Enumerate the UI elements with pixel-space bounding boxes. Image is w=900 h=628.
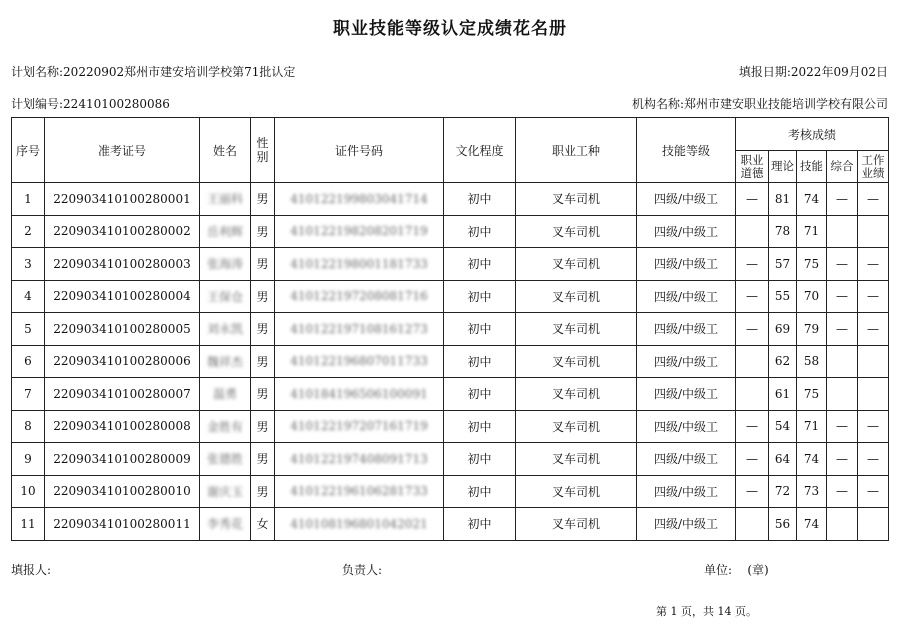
cell-theory: 57 xyxy=(769,248,797,281)
redacted-name: 温勇 xyxy=(212,387,237,402)
cell-id-no xyxy=(275,508,444,541)
cell-gender: 男 xyxy=(251,215,275,248)
cell-occupation: 叉车司机 xyxy=(516,313,637,346)
cell-exam-no: 220903410100280004 xyxy=(45,280,200,313)
cell-work: — xyxy=(858,248,889,281)
cell-comprehensive: — xyxy=(827,443,858,476)
cell-theory: 62 xyxy=(769,345,797,378)
cell-gender: 男 xyxy=(251,313,275,346)
cell-level: 四级/中级工 xyxy=(637,345,736,378)
header-id-no: 证件号码 xyxy=(275,118,444,183)
cell-occupation: 叉车司机 xyxy=(516,475,637,508)
cell-exam-no: 220903410100280010 xyxy=(45,475,200,508)
cell-comprehensive xyxy=(827,345,858,378)
cell-level: 四级/中级工 xyxy=(637,508,736,541)
cell-education: 初中 xyxy=(444,508,516,541)
cell-ethics: — xyxy=(736,280,769,313)
cell-gender: 男 xyxy=(251,378,275,411)
cell-name xyxy=(200,215,251,248)
table-row xyxy=(12,280,889,313)
redacted-id-no: 410122197408091713 xyxy=(290,451,428,466)
cell-exam-no: 220903410100280006 xyxy=(45,345,200,378)
page-info: 第 1 页，共 14 页。 xyxy=(656,605,757,618)
cell-level: 四级/中级工 xyxy=(637,280,736,313)
cell-occupation: 叉车司机 xyxy=(516,378,637,411)
cell-name xyxy=(200,313,251,346)
redacted-name: 李秀花 xyxy=(206,517,243,532)
cell-education: 初中 xyxy=(444,345,516,378)
header-gender: 性别 xyxy=(251,118,275,183)
cell-work: — xyxy=(858,280,889,313)
cell-id-no xyxy=(275,215,444,248)
cell-occupation: 叉车司机 xyxy=(516,183,637,216)
redacted-name: 王丽科 xyxy=(206,192,243,207)
cell-work: — xyxy=(858,313,889,346)
org-name xyxy=(632,95,888,112)
header-work: 工作业绩 xyxy=(858,151,889,183)
cell-seq: 9 xyxy=(12,443,45,476)
cell-occupation: 叉车司机 xyxy=(516,508,637,541)
cell-theory: 54 xyxy=(769,410,797,443)
cell-education: 初中 xyxy=(444,378,516,411)
cell-work: — xyxy=(858,410,889,443)
cell-comprehensive: — xyxy=(827,410,858,443)
cell-skill: 70 xyxy=(797,280,827,313)
header-comprehensive: 综合 xyxy=(827,151,858,183)
cell-ethics: — xyxy=(736,410,769,443)
cell-skill: 75 xyxy=(797,378,827,411)
cell-id-no xyxy=(275,410,444,443)
cell-id-no xyxy=(275,280,444,313)
filler-label: 填报人: xyxy=(11,563,52,577)
cell-ethics: — xyxy=(736,248,769,281)
cell-seq: 2 xyxy=(12,215,45,248)
header-exam-no: 准考证号 xyxy=(45,118,200,183)
cell-comprehensive: — xyxy=(827,313,858,346)
cell-ethics xyxy=(736,508,769,541)
cell-name xyxy=(200,248,251,281)
redacted-id-no: 410122197108161273 xyxy=(290,321,428,336)
cell-work: — xyxy=(858,183,889,216)
cell-level: 四级/中级工 xyxy=(637,313,736,346)
cell-education: 初中 xyxy=(444,215,516,248)
cell-comprehensive: — xyxy=(827,475,858,508)
org-label: 机构名称: xyxy=(631,97,684,111)
cell-comprehensive xyxy=(827,215,858,248)
unit-signature xyxy=(704,561,769,578)
cell-comprehensive: — xyxy=(827,280,858,313)
cell-name xyxy=(200,345,251,378)
cell-name xyxy=(200,410,251,443)
cell-skill: 73 xyxy=(797,475,827,508)
cell-id-no xyxy=(275,248,444,281)
cell-work: — xyxy=(858,443,889,476)
redacted-id-no: 410122197207161719 xyxy=(290,419,428,434)
table-row xyxy=(12,313,889,346)
cell-level: 四级/中级工 xyxy=(637,410,736,443)
cell-education: 初中 xyxy=(444,410,516,443)
cell-education: 初中 xyxy=(444,443,516,476)
cell-ethics: — xyxy=(736,313,769,346)
redacted-name: 岳利辉 xyxy=(206,224,243,239)
cell-theory: 56 xyxy=(769,508,797,541)
redacted-id-no: 410184196506100091 xyxy=(290,386,428,401)
table-row xyxy=(12,345,889,378)
cell-work xyxy=(858,508,889,541)
cell-seq: 6 xyxy=(12,345,45,378)
cell-exam-no: 220903410100280003 xyxy=(45,248,200,281)
cell-skill: 71 xyxy=(797,410,827,443)
plan-no xyxy=(11,95,170,112)
cell-name xyxy=(200,475,251,508)
redacted-name: 魏祥杰 xyxy=(206,354,243,369)
cell-name xyxy=(200,443,251,476)
table-row xyxy=(12,215,889,248)
page-title: 职业技能等级认定成绩花名册 xyxy=(333,19,567,39)
cell-seq: 3 xyxy=(12,248,45,281)
cell-gender: 女 xyxy=(251,508,275,541)
cell-theory: 69 xyxy=(769,313,797,346)
cell-occupation: 叉车司机 xyxy=(516,345,637,378)
cell-ethics: — xyxy=(736,443,769,476)
table-row xyxy=(12,508,889,541)
cell-theory: 64 xyxy=(769,443,797,476)
cell-name xyxy=(200,183,251,216)
cell-id-no xyxy=(275,313,444,346)
seal-text: (章) xyxy=(747,563,769,577)
cell-level: 四级/中级工 xyxy=(637,183,736,216)
header-occupation: 职业工种 xyxy=(516,118,637,183)
cell-skill: 74 xyxy=(797,183,827,216)
cell-theory: 72 xyxy=(769,475,797,508)
redacted-id-no: 410122198001181733 xyxy=(290,256,428,271)
cell-education: 初中 xyxy=(444,183,516,216)
cell-gender: 男 xyxy=(251,280,275,313)
cell-name xyxy=(200,378,251,411)
cell-education: 初中 xyxy=(444,248,516,281)
cell-exam-no: 220903410100280005 xyxy=(45,313,200,346)
cell-skill: 74 xyxy=(797,443,827,476)
cell-ethics: — xyxy=(736,183,769,216)
header-ethics: 职业道德 xyxy=(736,151,769,183)
cell-skill: 75 xyxy=(797,248,827,281)
header-scores-group: 考核成绩 xyxy=(736,118,889,151)
cell-comprehensive: — xyxy=(827,183,858,216)
cell-level: 四级/中级工 xyxy=(637,378,736,411)
cell-id-no xyxy=(275,443,444,476)
cell-education: 初中 xyxy=(444,313,516,346)
cell-occupation: 叉车司机 xyxy=(516,215,637,248)
redacted-name: 王保仓 xyxy=(206,289,243,304)
cell-ethics xyxy=(736,378,769,411)
cell-id-no xyxy=(275,345,444,378)
cell-theory: 81 xyxy=(769,183,797,216)
plan-name-label: 计划名称: xyxy=(11,65,64,79)
redacted-id-no: 410122196807011733 xyxy=(290,354,428,369)
cell-level: 四级/中级工 xyxy=(637,475,736,508)
redacted-id-no: 410122199803041714 xyxy=(290,191,428,206)
cell-gender: 男 xyxy=(251,183,275,216)
cell-level: 四级/中级工 xyxy=(637,215,736,248)
cell-theory: 55 xyxy=(769,280,797,313)
fill-date xyxy=(739,63,888,80)
table-row xyxy=(12,475,889,508)
org-value: 郑州市建安职业技能培训学校有限公司 xyxy=(683,97,888,111)
table-row xyxy=(12,183,889,216)
cell-name xyxy=(200,280,251,313)
cell-occupation: 叉车司机 xyxy=(516,248,637,281)
unit-label: 单位: xyxy=(704,563,733,577)
cell-level: 四级/中级工 xyxy=(637,248,736,281)
cell-exam-no: 220903410100280011 xyxy=(45,508,200,541)
cell-gender: 男 xyxy=(251,248,275,281)
header-theory: 理论 xyxy=(769,151,797,183)
table-body xyxy=(12,183,889,541)
cell-comprehensive xyxy=(827,508,858,541)
redacted-id-no: 410108196801042021 xyxy=(290,516,428,531)
cell-work xyxy=(858,378,889,411)
cell-exam-no: 220903410100280007 xyxy=(45,378,200,411)
header-name: 姓名 xyxy=(200,118,251,183)
cell-seq: 8 xyxy=(12,410,45,443)
cell-id-no xyxy=(275,378,444,411)
cell-skill: 71 xyxy=(797,215,827,248)
score-roster-table xyxy=(11,117,889,541)
cell-skill: 79 xyxy=(797,313,827,346)
cell-skill: 58 xyxy=(797,345,827,378)
table-row xyxy=(12,410,889,443)
table-row xyxy=(12,378,889,411)
cell-exam-no: 220903410100280009 xyxy=(45,443,200,476)
redacted-name: 张海涛 xyxy=(206,257,243,272)
cell-theory: 78 xyxy=(769,215,797,248)
redacted-name: 张德胜 xyxy=(206,452,243,467)
cell-seq: 10 xyxy=(12,475,45,508)
cell-skill: 74 xyxy=(797,508,827,541)
cell-comprehensive: — xyxy=(827,248,858,281)
cell-ethics xyxy=(736,345,769,378)
cell-education: 初中 xyxy=(444,475,516,508)
redacted-name: 金胜有 xyxy=(206,419,243,434)
cell-ethics xyxy=(736,215,769,248)
cell-work xyxy=(858,215,889,248)
fill-date-value: 2022年09月02日 xyxy=(790,65,888,79)
cell-exam-no: 220903410100280001 xyxy=(45,183,200,216)
cell-comprehensive xyxy=(827,378,858,411)
cell-occupation: 叉车司机 xyxy=(516,280,637,313)
table-row xyxy=(12,443,889,476)
cell-education: 初中 xyxy=(444,280,516,313)
header-education: 文化程度 xyxy=(444,118,516,183)
cell-gender: 男 xyxy=(251,443,275,476)
cell-id-no xyxy=(275,183,444,216)
cell-ethics: — xyxy=(736,475,769,508)
cell-gender: 男 xyxy=(251,410,275,443)
cell-theory: 61 xyxy=(769,378,797,411)
plan-name-value: 20220902郑州市建安培训学校第71批认定 xyxy=(63,65,296,79)
redacted-id-no: 410122196106281733 xyxy=(290,484,428,499)
header-skill: 技能 xyxy=(797,151,827,183)
responsible-label: 负责人: xyxy=(342,563,383,577)
cell-seq: 5 xyxy=(12,313,45,346)
header-seq: 序号 xyxy=(12,118,45,183)
table-row xyxy=(12,248,889,281)
plan-no-value: 22410100280086 xyxy=(63,97,170,111)
cell-gender: 男 xyxy=(251,475,275,508)
cell-level: 四级/中级工 xyxy=(637,443,736,476)
cell-work xyxy=(858,345,889,378)
cell-work: — xyxy=(858,475,889,508)
cell-seq: 4 xyxy=(12,280,45,313)
cell-seq: 11 xyxy=(12,508,45,541)
cell-exam-no: 220903410100280008 xyxy=(45,410,200,443)
fill-date-label: 填报日期: xyxy=(738,65,791,79)
cell-occupation: 叉车司机 xyxy=(516,410,637,443)
redacted-id-no: 410122198208201719 xyxy=(290,224,428,239)
cell-name xyxy=(200,508,251,541)
plan-no-label: 计划编号: xyxy=(11,97,64,111)
cell-occupation: 叉车司机 xyxy=(516,443,637,476)
redacted-name: 谢庆玉 xyxy=(206,484,243,499)
cell-seq: 1 xyxy=(12,183,45,216)
redacted-name: 刘永凯 xyxy=(206,322,243,337)
cell-id-no xyxy=(275,475,444,508)
header-level: 技能等级 xyxy=(637,118,736,183)
cell-exam-no: 220903410100280002 xyxy=(45,215,200,248)
plan-name xyxy=(11,63,295,80)
cell-gender: 男 xyxy=(251,345,275,378)
cell-seq: 7 xyxy=(12,378,45,411)
redacted-id-no: 410122197208081716 xyxy=(290,289,428,304)
